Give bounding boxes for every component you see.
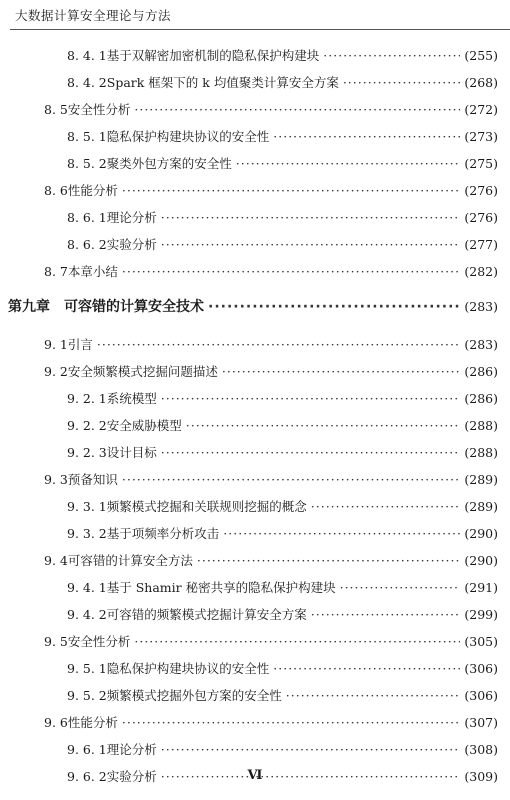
entry-page-number: (276)	[464, 210, 498, 225]
entry-title: 安全频繁模式挖掘问题描述	[67, 364, 218, 379]
entry-title: 设计目标	[106, 445, 157, 460]
entry-number: 9. 3. 1	[67, 499, 107, 514]
entry-title: 预备知识	[67, 472, 118, 487]
entry-title: 引言	[67, 337, 93, 352]
dot-leader	[122, 466, 461, 493]
dot-leader	[323, 42, 460, 69]
toc-subsection-entry[interactable]	[0, 520, 510, 547]
entry-number: 第九章	[8, 299, 50, 315]
toc-section-entry[interactable]	[0, 177, 510, 204]
dot-leader	[197, 547, 461, 574]
entry-title: 频繁模式挖掘和关联规则挖掘的概念	[106, 499, 307, 514]
toc-subsection-entry[interactable]	[0, 412, 510, 439]
entry-number: 8. 6. 2	[67, 237, 107, 252]
entry-title: 可容错的频繁模式挖掘计算安全方案	[106, 607, 307, 622]
entry-title: 基于 Shamir 秘密共享的隐私保护构建块	[106, 580, 336, 595]
entry-page-number: (289)	[464, 499, 498, 514]
entry-title: 隐私保护构建块协议的安全性	[106, 661, 270, 676]
dot-leader	[122, 258, 461, 285]
entry-page-number: (288)	[464, 445, 498, 460]
dot-leader	[311, 493, 461, 520]
toc-subsection-entry[interactable]	[0, 493, 510, 520]
toc-section-entry[interactable]	[0, 258, 510, 285]
toc-subsection-entry[interactable]	[0, 574, 510, 601]
dot-leader	[208, 291, 460, 323]
entry-page-number: (277)	[464, 237, 498, 252]
toc-subsection-entry[interactable]	[0, 204, 510, 231]
entry-number: 9. 2	[44, 364, 68, 379]
entry-number: 8. 5. 2	[67, 156, 107, 171]
entry-number: 9. 4	[44, 553, 68, 568]
dot-leader	[161, 385, 461, 412]
toc-section-entry[interactable]	[0, 96, 510, 123]
entry-title: 安全性分析	[67, 102, 131, 117]
entry-number: 9. 2. 2	[67, 418, 107, 433]
entry-number: 9. 6. 1	[67, 742, 107, 757]
entry-title: 隐私保护构建块协议的安全性	[106, 129, 270, 144]
toc-section-entry[interactable]	[0, 547, 510, 574]
entry-number: 8. 6	[44, 183, 68, 198]
entry-page-number: (290)	[464, 553, 498, 568]
entry-page-number: (276)	[464, 183, 498, 198]
entry-number: 9. 4. 2	[67, 607, 107, 622]
entry-page-number: (275)	[464, 156, 498, 171]
entry-title: 可容错的计算安全技术	[64, 299, 204, 315]
dot-leader	[134, 628, 460, 655]
toc-section-entry[interactable]	[0, 466, 510, 493]
entry-number: 9. 5. 2	[67, 688, 107, 703]
dot-leader	[122, 177, 461, 204]
entry-title: 性能分析	[67, 715, 118, 730]
dot-leader	[161, 231, 461, 258]
dot-leader	[161, 736, 461, 763]
toc-subsection-entry[interactable]	[0, 123, 510, 150]
entry-page-number: (286)	[464, 364, 498, 379]
toc-subsection-entry[interactable]	[0, 231, 510, 258]
dot-leader	[273, 655, 460, 682]
dot-leader	[186, 412, 461, 439]
toc-subsection-entry[interactable]	[0, 655, 510, 682]
dot-leader	[161, 204, 461, 231]
dot-leader	[286, 682, 461, 709]
toc-subsection-entry[interactable]	[0, 385, 510, 412]
dot-leader	[222, 358, 461, 385]
entry-number: 9. 5. 1	[67, 661, 107, 676]
dot-leader	[340, 574, 461, 601]
entry-page-number: (306)	[464, 661, 498, 676]
entry-page-number: (306)	[464, 688, 498, 703]
dot-leader	[343, 69, 461, 96]
entry-number: 9. 1	[44, 337, 68, 352]
entry-number: 9. 5	[44, 634, 68, 649]
dot-leader	[311, 601, 461, 628]
entry-number: 9. 3	[44, 472, 68, 487]
entry-number: 9. 6. 2	[67, 769, 107, 784]
entry-title: 系统模型	[106, 391, 157, 406]
entry-title: Spark 框架下的 k 均值聚类计算安全方案	[106, 75, 339, 90]
entry-page-number: (299)	[464, 607, 498, 622]
entry-page-number: (273)	[464, 129, 498, 144]
entry-page-number: (309)	[464, 769, 498, 784]
toc-subsection-entry[interactable]	[0, 42, 510, 69]
entry-number: 9. 2. 1	[67, 391, 107, 406]
entry-page-number: (283)	[464, 299, 498, 314]
dot-leader	[236, 150, 461, 177]
entry-title: 安全威胁模型	[106, 418, 182, 433]
entry-number: 9. 3. 2	[67, 526, 107, 541]
entry-page-number: (290)	[464, 526, 498, 541]
entry-number: 8. 6. 1	[67, 210, 107, 225]
toc-subsection-entry[interactable]	[0, 601, 510, 628]
entry-title: 基于双解密加密机制的隐私保护构建块	[106, 48, 320, 63]
toc-chapter-entry[interactable]	[0, 291, 510, 323]
entry-title: 基于项频率分析攻击	[106, 526, 220, 541]
table-of-contents	[0, 42, 510, 790]
entry-title: 实验分析	[106, 237, 157, 252]
entry-page-number: (289)	[464, 472, 498, 487]
dot-leader	[273, 123, 460, 150]
dot-leader	[122, 709, 461, 736]
toc-subsection-entry[interactable]	[0, 150, 510, 177]
toc-section-entry[interactable]	[0, 709, 510, 736]
dot-leader	[161, 439, 461, 466]
entry-title: 聚类外包方案的安全性	[106, 156, 232, 171]
entry-page-number: (308)	[464, 742, 498, 757]
entry-number: 8. 4. 1	[67, 48, 107, 63]
entry-page-number: (268)	[464, 75, 498, 90]
dot-leader	[223, 520, 460, 547]
entry-title: 本章小结	[67, 264, 118, 279]
entry-title: 理论分析	[106, 742, 157, 757]
header-rule	[10, 29, 510, 30]
entry-title: 实验分析	[106, 769, 157, 784]
toc-subsection-entry[interactable]	[0, 736, 510, 763]
toc-section-entry[interactable]	[0, 358, 510, 385]
entry-page-number: (305)	[464, 634, 498, 649]
entry-title: 可容错的计算安全方法	[67, 553, 193, 568]
page-folio: Ⅵ	[247, 768, 263, 783]
entry-number: 8. 5	[44, 102, 68, 117]
entry-number: 9. 4. 1	[67, 580, 107, 595]
entry-number: 9. 2. 3	[67, 445, 107, 460]
toc-subsection-entry[interactable]	[0, 682, 510, 709]
entry-page-number: (286)	[464, 391, 498, 406]
entry-title: 频繁模式挖掘外包方案的安全性	[106, 688, 282, 703]
entry-page-number: (282)	[464, 264, 498, 279]
entry-page-number: (288)	[464, 418, 498, 433]
entry-page-number: (283)	[464, 337, 498, 352]
entry-page-number: (291)	[464, 580, 498, 595]
entry-page-number: (307)	[464, 715, 498, 730]
entry-number: 9. 6	[44, 715, 68, 730]
entry-number: 8. 7	[44, 264, 68, 279]
toc-section-entry[interactable]	[0, 331, 510, 358]
entry-title: 安全性分析	[67, 634, 131, 649]
entry-title: 理论分析	[106, 210, 157, 225]
dot-leader	[134, 96, 460, 123]
toc-subsection-entry[interactable]	[0, 439, 510, 466]
toc-subsection-entry[interactable]	[0, 69, 510, 96]
entry-number: 8. 5. 1	[67, 129, 107, 144]
running-head: 大数据计算安全理论与方法	[15, 8, 172, 23]
entry-title: 性能分析	[67, 183, 118, 198]
entry-page-number: (272)	[464, 102, 498, 117]
entry-page-number: (255)	[464, 48, 498, 63]
dot-leader	[97, 331, 461, 358]
entry-number: 8. 4. 2	[67, 75, 107, 90]
toc-section-entry[interactable]	[0, 628, 510, 655]
